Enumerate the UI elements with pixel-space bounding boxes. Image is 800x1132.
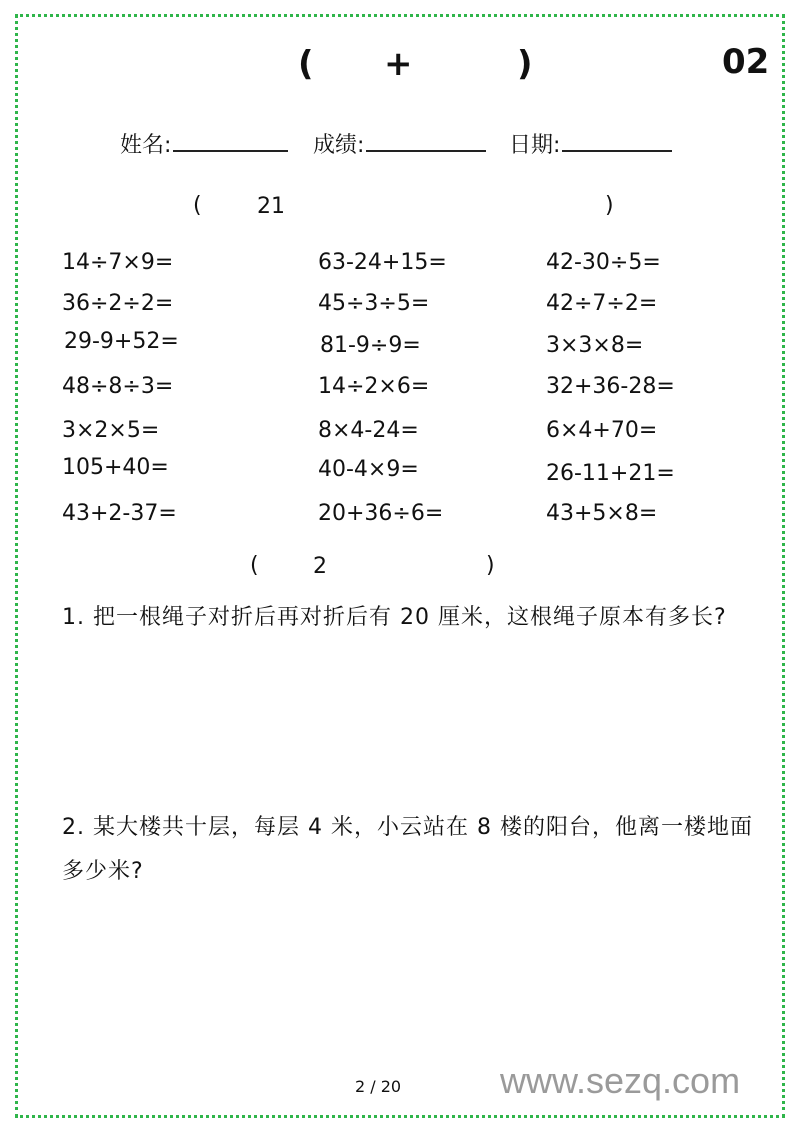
page-border	[15, 14, 785, 1118]
problem: 42-30÷5=	[546, 250, 661, 275]
problem: 43+5×8=	[546, 501, 658, 526]
problem: 3×3×8=	[546, 333, 644, 358]
problem: 45÷3÷5=	[318, 291, 430, 316]
problem: 43+2-37=	[62, 501, 177, 526]
section2-close-paren: )	[486, 553, 495, 578]
word-problem-2: 2. 某大楼共十层，每层 4 米，小云站在 8 楼的阳台，他离一楼地面多少米?	[62, 815, 753, 884]
page-code: 02	[722, 42, 770, 82]
problem: 36÷2÷2=	[62, 291, 174, 316]
problem: 63-24+15=	[318, 250, 447, 275]
score-field[interactable]	[313, 128, 486, 159]
problem: 105+40=	[62, 455, 169, 480]
name-blank[interactable]	[173, 128, 288, 152]
score-label: 成绩:	[313, 133, 365, 158]
section1-count: 21	[257, 194, 285, 219]
problem: 26-11+21=	[546, 461, 675, 486]
title-open-paren: (	[298, 44, 314, 84]
problem: 20+36÷6=	[318, 501, 444, 526]
date-label: 日期:	[509, 133, 561, 158]
date-field[interactable]	[509, 128, 672, 159]
section2-count: 2	[313, 554, 327, 579]
problem: 14÷2×6=	[318, 374, 430, 399]
problem: 29-9+52=	[64, 329, 179, 354]
section1-open-paren: (	[193, 193, 202, 218]
name-label: 姓名:	[120, 133, 172, 158]
problem: 14÷7×9=	[62, 250, 174, 275]
section2-open-paren: (	[250, 553, 259, 578]
title-close-paren: )	[517, 44, 533, 84]
section1-close-paren: )	[605, 193, 614, 218]
problem: 8×4-24=	[318, 418, 419, 443]
problem: 40-4×9=	[318, 457, 419, 482]
word-problem-1: 1. 把一根绳子对折后再对折后有 20 厘米，这根绳子原本有多长?	[62, 605, 727, 630]
problem: 48÷8÷3=	[62, 374, 174, 399]
page-indicator: 2 / 20	[355, 1077, 402, 1096]
title-plus: +	[384, 44, 413, 84]
problem: 6×4+70=	[546, 418, 658, 443]
score-blank[interactable]	[366, 128, 486, 152]
watermark: www.sezq.com	[500, 1060, 741, 1101]
problem: 42÷7÷2=	[546, 291, 658, 316]
date-blank[interactable]	[562, 128, 672, 152]
problem: 32+36-28=	[546, 374, 675, 399]
name-field[interactable]	[120, 128, 288, 159]
problem: 81-9÷9=	[320, 333, 421, 358]
problem: 3×2×5=	[62, 418, 160, 443]
